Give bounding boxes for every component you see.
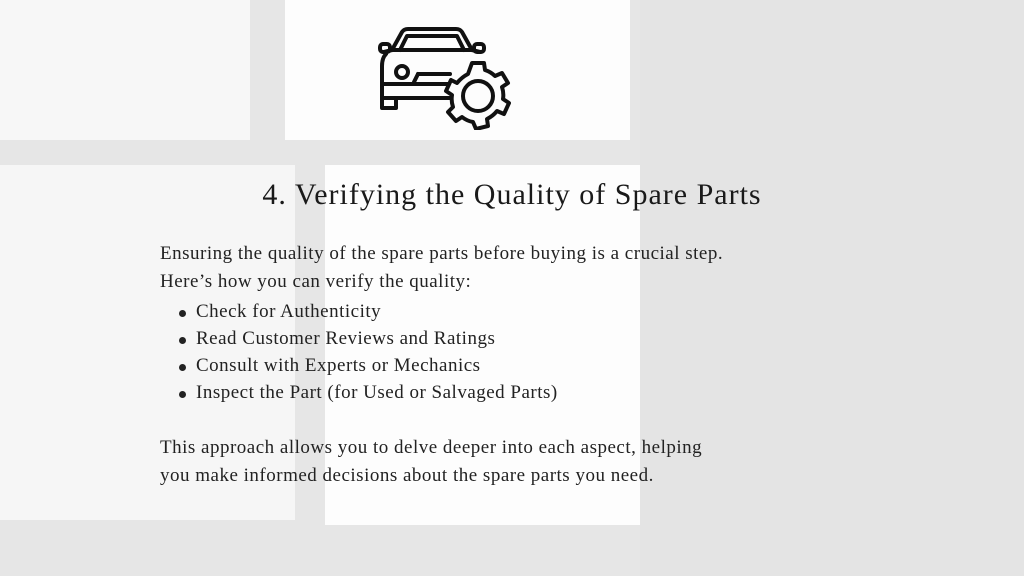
list-item: Check for Authenticity <box>178 298 880 325</box>
intro-line: Here’s how you can verify the quality: <box>160 271 472 292</box>
closing-line: This approach allows you to delve deeper into each aspect, helping <box>160 437 703 458</box>
closing-line: you make informed decisions about the spare parts you need. <box>160 465 654 486</box>
slide-title: 4. Verifying the Quality of Spare Parts <box>262 178 762 211</box>
bullet-list <box>160 298 880 406</box>
list-item: Consult with Experts or Mechanics <box>178 352 880 379</box>
slide-body <box>160 240 880 490</box>
car-gear-icon <box>378 26 514 130</box>
list-item: Inspect the Part (for Used or Salvaged Parts) <box>178 379 880 406</box>
intro-line: Ensuring the quality of the spare parts before buying is a crucial step. <box>160 243 724 264</box>
list-item: Read Customer Reviews and Ratings <box>178 325 880 352</box>
